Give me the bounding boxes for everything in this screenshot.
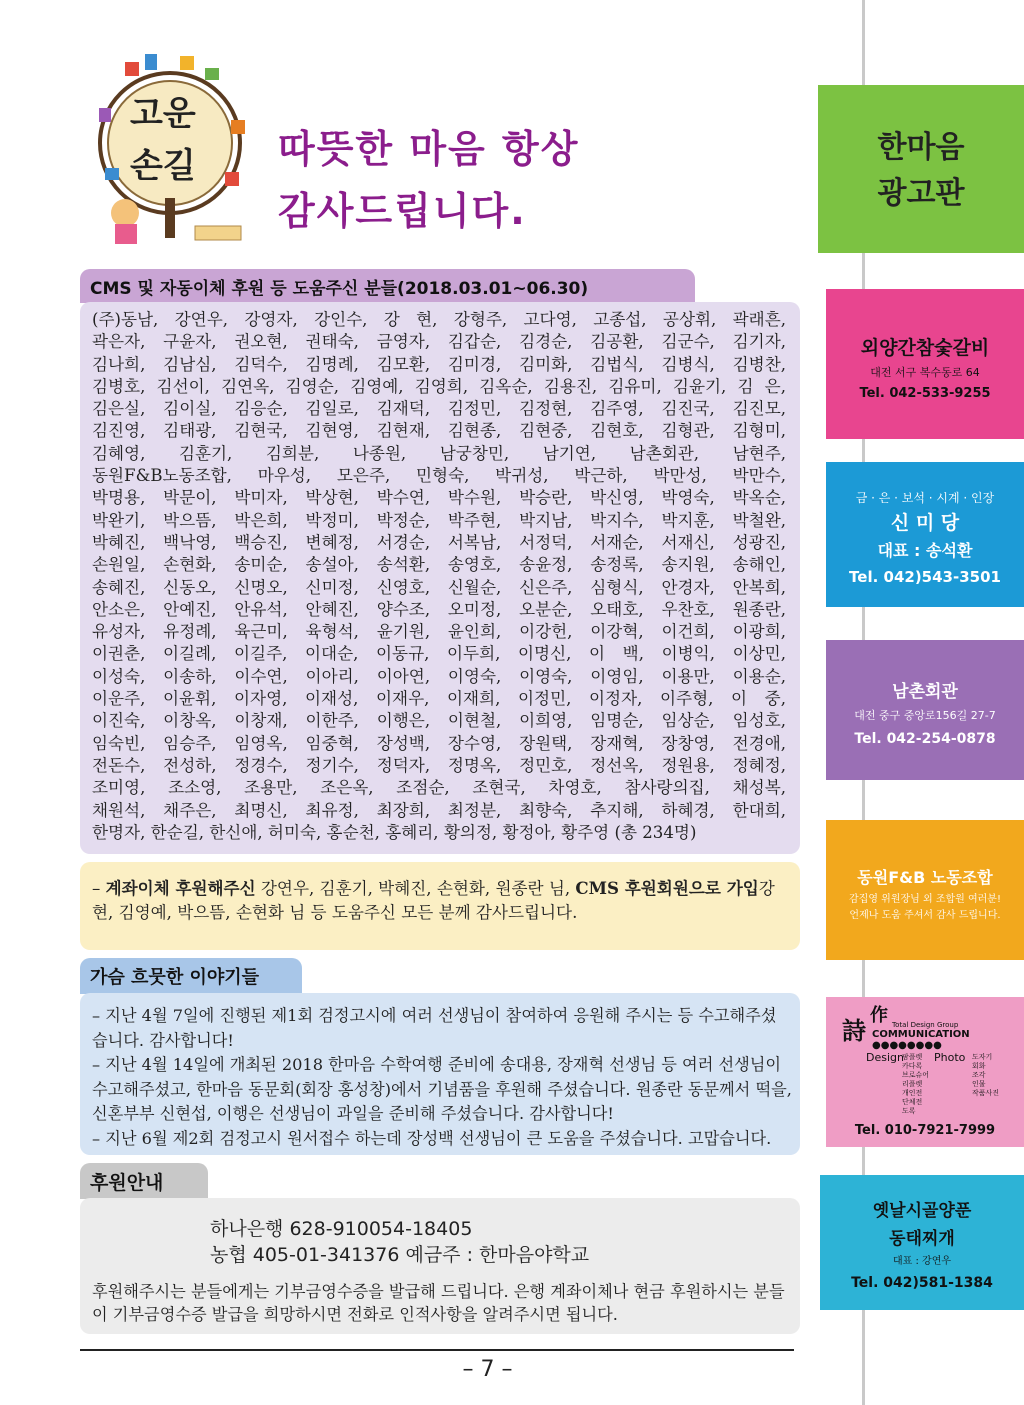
stories-section-title: 가슴 흐뭇한 이야기들 (90, 967, 260, 988)
ad-sinmidang (826, 462, 1024, 607)
donor-line: 송혜진, 신동오, 신명오, 신미정, 신영호, 신월순, 신은주, 심형식, 안경자, 안복희, (92, 577, 786, 597)
donor-line: 박혜진, 백낙영, 백승진, 변혜정, 서경순, 서복남, 서정덕, 서재순, 서재신, 성광진, (92, 532, 786, 552)
donor-line: 이진숙, 이창옥, 이창재, 이한주, 이행은, 이현철, 이희영, 임명순, 임상순, 임성호, (92, 711, 786, 731)
ad-sijak-photo-items (972, 1053, 999, 1098)
donor-line: 김진영, 김태광, 김현국, 김현영, 김현재, 김현종, 김현중, 김현호, 김형관, 김형미, (92, 421, 786, 441)
ad-board-line-1: 한마음 (877, 130, 965, 165)
ad-sijak-design-label: Design (866, 1051, 904, 1064)
story-item: – 지난 4월 7일에 진행된 제1회 검정고시에 여러 선생님이 참여하여 응원해 주시는 등 수고해주셨습니다. 감사합니다! (92, 1006, 777, 1050)
ad-namchon (826, 640, 1024, 780)
photo-item: 회화 (972, 1062, 986, 1070)
story-item: – 지난 6월 제2회 검정고시 원서접수 하는데 장성백 선생님이 큰 도움을 주셨습니다. 고맙습니다. (92, 1128, 772, 1148)
thanks-bold-2: CMS 후원회원으로 가입 (575, 878, 759, 898)
logo-line-1: 고운 (130, 94, 196, 134)
design-item: 카다록 (902, 1062, 923, 1070)
donor-line: 박명용, 박문이, 박미자, 박상현, 박수연, 박수원, 박승란, 박신영, 박영숙, 박옥순, (92, 488, 786, 508)
ad-sigol-name-2: 동태찌개 (889, 1229, 955, 1249)
guide-section-tab (80, 1163, 208, 1199)
donor-line: 김나희, 김남심, 김덕수, 김명례, 김모환, 김미경, 김미화, 김법식, 김병식, 김병찬, (92, 354, 786, 374)
design-item: 도록 (902, 1107, 916, 1115)
donor-line: 채원석, 채주은, 최명신, 최유정, 최장희, 최정분, 최향숙, 추지해, 하혜경, 한대희, (92, 800, 786, 820)
guide-text: 후원해주시는 분들에게는 기부금영수증을 발급해 드립니다. 은행 계좌이체나 현금 후원하시는 분들이 기부금영수증 발급을 희망하시면 전화로 인적사항을 알려주시면 됩니다. (92, 1282, 785, 1324)
cms-section-tab (80, 269, 695, 303)
ad-sijak-group: Total Design Group (892, 1021, 959, 1029)
ad-sinmidang-name: 신 미 당 (890, 512, 960, 534)
bank-account-2: 농협 405-01-341376 예금주 : 한마음야학교 (210, 1244, 590, 1266)
donor-line: 곽은자, 구윤자, 권오현, 권태숙, 금영자, 김갑순, 김경순, 김공환, 김군수, 김기자, (92, 332, 786, 352)
donor-line: 박완기, 박으뜸, 박은희, 박정미, 박정순, 박주현, 박지남, 박지수, 박지훈, 박철완, (92, 510, 786, 530)
thanks-dash: – (92, 879, 106, 898)
guide-section-title: 후원안내 (90, 1171, 164, 1194)
ad-sigol-ceo: 대표 : 강연우 (892, 1256, 952, 1267)
donor-line: 유성자, 유정례, 육근미, 육형석, 윤기원, 윤인희, 이강헌, 이강혁, 이건희, 이광희, (92, 622, 786, 642)
ad-sijak-communication: COMMUNICATION ●●●●●●●● (872, 1029, 970, 1051)
ad-sinmidang-ceo: 대표 : 송석환 (877, 541, 973, 560)
photo-item: 인물 (972, 1080, 986, 1088)
ad-sinmidang-tel: Tel. 042)543-3501 (849, 568, 1001, 586)
design-item: 리플렛 (902, 1080, 923, 1088)
goun-songil-logo (85, 48, 265, 248)
design-item: 개인전 (902, 1089, 923, 1097)
ad-sigol-yangpun (820, 1175, 1024, 1310)
thanks-bold-1: 계좌이체 후원해주신 (105, 878, 256, 898)
donor-line: 이운주, 이윤휘, 이자영, 이재성, 이재우, 이재희, 이정민, 이정자, 이주형, 이 중, (92, 689, 786, 709)
ad-sijak-logo-a: 詩 (842, 1016, 866, 1045)
ad-namchon-name: 남촌회관 (892, 682, 958, 702)
donor-line: 김혜영, 김훈기, 김희분, 나종원, 남궁창민, 남기연, 남촌회관, 남현주, (92, 443, 786, 463)
thanks-text-1: 강연우, 김훈기, 박혜진, 손현화, 원종란 님, (255, 879, 576, 898)
ad-namchon-address: 대전 중구 중앙로156길 27-7 (854, 709, 996, 722)
donor-line: 동원F&B노동조합, 마우성, 모은주, 민형숙, 박귀성, 박근하, 박만성, 박만수, (92, 466, 786, 486)
donor-line: 한명자, 한순길, 한신애, 허미숙, 홍순천, 홍혜리, 황의정, 황정아, 황주영 (총 234명) (92, 822, 697, 842)
ad-oeyanggan-name: 외양간참숯갈비 (860, 337, 990, 359)
ad-sijak-design (826, 997, 1024, 1147)
donor-line: 이권춘, 이길례, 이길주, 이대순, 이동규, 이두희, 이명신, 이 백, 이병익, 이상민, (92, 644, 786, 664)
ad-dongwon-line-1: 감집영 위원장님 외 조합원 여러분! (849, 894, 1001, 905)
donor-line: 이성숙, 이송하, 이수연, 이아리, 이아연, 이영숙, 이영숙, 이영임, 이용만, 이용순, (92, 666, 786, 686)
ad-sijak-photo-label: Photo (934, 1051, 966, 1064)
story-item: – 지난 4월 14일에 개최된 2018 한마음 수학여행 준비에 송대용, 장재혁 선생님 등 여러 선생님이 수고해주셨고, 한마음 동문회(회장 홍성창)에서 기념품을 후원해 주셨습니다. 원종란 동문께서 떡을, 신혼부부 신현섭, 이행은 선생님이 과일을 준비해 주셨습니다. 감사합니다! (92, 1055, 792, 1124)
donor-name-list (92, 309, 786, 844)
ad-oeyanggan-tel: Tel. 042-533-9255 (859, 386, 991, 401)
ad-dongwon-union (826, 820, 1024, 960)
ad-sijak-logo-b: 作 (870, 1005, 888, 1026)
ad-sijak-tel: Tel. 010-7921-7999 (854, 1123, 996, 1138)
stories-section-tab (80, 958, 302, 994)
headline-line-2: 감사드립니다. (278, 189, 527, 233)
stories-list (92, 1004, 792, 1152)
thanks-text (92, 876, 792, 925)
donor-line: 전돈수, 전성하, 정경수, 정기수, 정덕자, 정명옥, 정민호, 정선옥, 정원용, 정혜정, (92, 755, 786, 775)
cms-section-title: CMS 및 자동이체 후원 등 도움주신 분들(2018.03.01~06.30) (90, 278, 589, 299)
headline-line-1: 따뜻한 마음 항상 (278, 127, 580, 171)
ad-board-line-2: 광고판 (877, 176, 965, 211)
donor-line: 안소은, 안예진, 안유석, 안혜진, 양수조, 오미정, 오분순, 오태호, 우찬호, 원종란, (92, 599, 786, 619)
donor-line: 조미영, 조소영, 조용만, 조은옥, 조점순, 조현국, 차영호, 참사랑의집, 채성복, (92, 778, 786, 798)
photo-item: 작품사진 (972, 1089, 1000, 1097)
donor-line: 손원일, 손현화, 송미순, 송설아, 송석환, 송영호, 송윤정, 송정록, 송지원, 송해인, (92, 555, 786, 575)
ad-oeyanggan-address: 대전 서구 복수동로 64 (870, 366, 980, 379)
ad-dongwon-line-2: 언제나 도움 주셔서 감사 드립니다. (849, 910, 1001, 921)
ad-board-header (818, 85, 1024, 253)
donor-line: (주)동남, 강연우, 강영자, 강인수, 강 현, 강형주, 고다영, 고종섭, 공상휘, 곽래흔, (92, 310, 786, 329)
ad-sinmidang-tag: 금 · 은 · 보석 · 시계 · 인장 (855, 491, 995, 505)
thanks-text-2: 강현, 김영예, 박으뜸, 손현화 님 등 도움주신 모든 분께 감사드립니다. (92, 879, 775, 922)
ad-oeyanggan (826, 289, 1024, 439)
design-item: 팜플렛 (902, 1053, 923, 1061)
design-item: 단체전 (902, 1098, 923, 1106)
ad-sigol-name: 옛날시골양푼 (872, 1201, 972, 1221)
ad-dongwon-name: 동원F&B 노동조합 (857, 868, 993, 887)
donor-line: 김병호, 김선이, 김연옥, 김영순, 김영예, 김영희, 김옥순, 김용진, 김유미, 김윤기, 김 은, (92, 376, 786, 396)
page-number: – 7 – (462, 1357, 513, 1382)
donor-line: 김은실, 김이실, 김응순, 김일로, 김재덕, 김정민, 김정현, 김주영, 김진국, 김진모, (92, 399, 786, 419)
bank-account-1: 하나은행 628-910054-18405 (210, 1218, 473, 1240)
ad-namchon-tel: Tel. 042-254-0878 (854, 731, 996, 747)
ad-sijak-design-items (902, 1053, 929, 1116)
photo-item: 조각 (972, 1071, 986, 1079)
logo-line-2: 손길 (130, 146, 196, 186)
ad-sigol-tel: Tel. 042)581-1384 (851, 1275, 993, 1291)
design-item: 브로슈어 (902, 1071, 930, 1079)
footer-line (80, 1349, 794, 1351)
donor-line: 임숙빈, 임승주, 임영옥, 임중혁, 장성백, 장수영, 장원택, 장재혁, 장창영, 전경애, (92, 733, 786, 753)
photo-item: 도자기 (972, 1053, 993, 1061)
